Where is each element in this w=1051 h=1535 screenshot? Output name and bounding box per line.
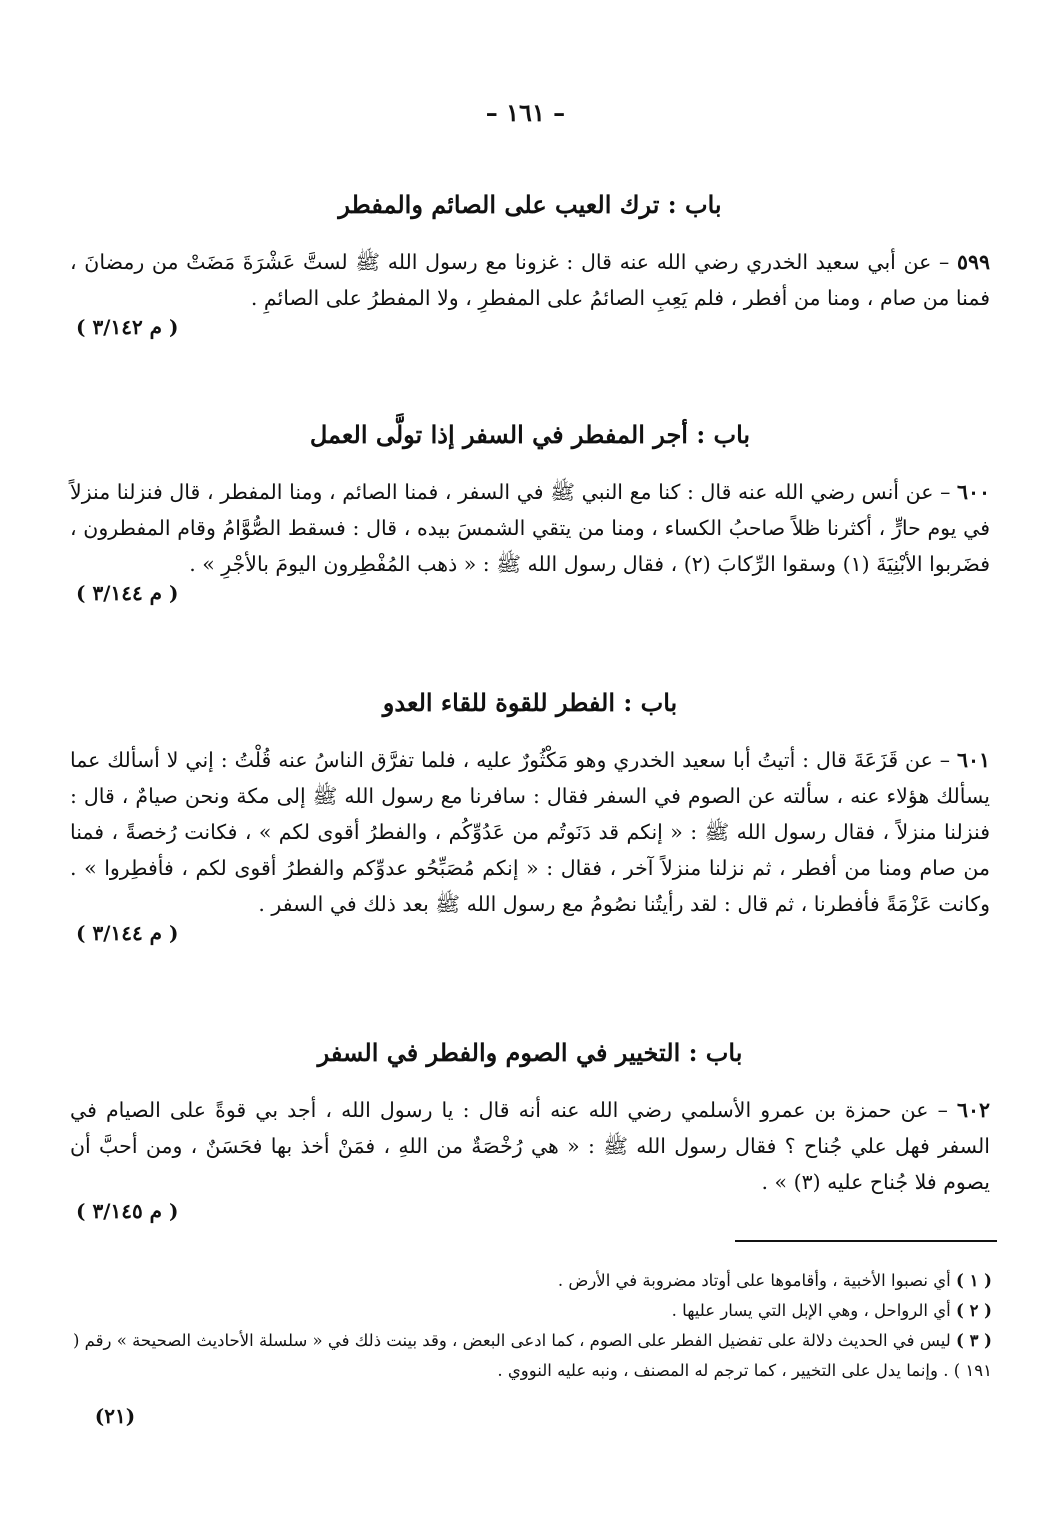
hadith-number: ٦٠١ <box>956 748 990 772</box>
chapter-601 <box>70 686 990 948</box>
source-reference: ( م ٣/١٤٢ ) <box>76 315 179 339</box>
chapter-heading: باب : التخيير في الصوم والفطر في السفر <box>317 1038 743 1067</box>
footnote-divider <box>735 1240 997 1242</box>
hadith-number: ٦٠٠ <box>956 480 990 504</box>
hadith-number: ٥٩٩ <box>956 250 990 274</box>
chapter-602 <box>70 1036 990 1226</box>
hadith-number: ٦٠٢ <box>956 1098 990 1122</box>
footnote <box>70 1266 992 1296</box>
source-reference: ( م ٣/١٤٤ ) <box>76 921 179 945</box>
hadith-text <box>70 244 990 316</box>
chapter-599 <box>70 188 990 342</box>
footnote-marker: ( ٣ ) <box>956 1331 992 1350</box>
hadith-body: – عن أبي سعيد الخدري رضي الله عنه قال : غزونا مع رسول الله ﷺ لستَّ عَشْرَةَ مَضَتْ من رمضانَ ، فمنا من صام ، ومنا من أفطر ، فلم يَعِبِ الصائمُ على المفطرِ ، ولا المفطرُ على الصائمِ . <box>70 250 990 310</box>
footnote <box>70 1296 992 1326</box>
hadith-body: – عن أنس رضي الله عنه قال : كنا مع النبي ﷺ في السفر ، فمنا الصائم ، ومنا المفطر ، قال فنزلنا منزلاً في يوم حارٍّ ، أكثرنا ظلاً صاحبُ الكساء ، ومنا من يتقي الشمسَ بيده ، قال : فسقط الصُّوَّامُ وقام المفطرون ، فضَربوا الأبْنِيَةَ (١) وسقوا الرِّكابَ (٢) ، فقال رسول الله ﷺ : « ذهب المُفْطِرون اليومَ بالأجْرِ » . <box>70 480 990 576</box>
footnote <box>70 1326 992 1386</box>
source-reference: ( م ٣/١٤٤ ) <box>76 581 179 605</box>
chapter-heading: باب : ترك العيب على الصائم والمفطر <box>338 190 722 219</box>
chapter-600 <box>70 418 990 608</box>
hadith-body: – عن حمزة بن عمرو الأسلمي رضي الله عنه أنه قال : يا رسول الله ، أجد بي قوةً على الصيام في السفر فهل علي جُناح ؟ فقال رسول الله ﷺ : « هي رُخْصَةٌ من اللهِ ، فمَنْ أخذ بها فحَسَنٌ ، ومن أحبَّ أن يصوم فلا جُناح عليه (٣) » . <box>70 1098 990 1194</box>
footnote-text: أي الرواحل ، وهي الإبل التي يسار عليها . <box>671 1301 951 1320</box>
source-reference: ( م ٣/١٤٥ ) <box>76 1199 179 1223</box>
hadith-text <box>70 1092 990 1200</box>
footnote-marker: ( ٢ ) <box>956 1301 992 1320</box>
page-number: – ١٦١ – <box>485 98 566 127</box>
chapter-heading: باب : أجر المفطر في السفر إذا تولَّى العمل <box>309 420 751 449</box>
signature-mark: (٢١) <box>94 1404 136 1428</box>
footnote-text: ليس في الحديث دلالة على تفضيل الفطر على الصوم ، كما ادعى البعض ، وقد بينت ذلك في « سلسلة الأحاديث الصحيحة » رقم ( ١٩١ ) . وإنما يدل على التخيير ، كما ترجم له المصنف ، ونبه عليه النووي . <box>72 1331 992 1380</box>
footnote-text: أي نصبوا الأخبية ، وأقاموها على أوتاد مضروبة في الأرض . <box>557 1271 951 1290</box>
footnotes <box>70 1266 992 1386</box>
chapter-heading: باب : الفطر للقوة للقاء العدو <box>382 688 678 717</box>
hadith-text <box>70 742 990 922</box>
footnote-marker: ( ١ ) <box>956 1271 992 1290</box>
hadith-text <box>70 474 990 582</box>
hadith-body: – عن قَزَعَةَ قال : أتيتُ أبا سعيد الخدري وهو مَكْثُورٌ عليه ، فلما تفرَّق الناسُ عنه قُلْتُ : إني لا أسألك عما يسألك هؤلاء عنه ، سألته عن الصوم في السفر فقال : سافرنا مع رسول الله ﷺ إلى مكة ونحن صيامٌ ، قال : فنزلنا منزلاً ، فقال رسول الله ﷺ : « إنكم قد دَنَوتُم من عَدُوِّكُم ، والفطرُ أقوى لكم » ، فكانت رُخصةً ، فمنا من صام ومنا من أفطر ، ثم نزلنا منزلاً آخر ، فقال : « إنكم مُصَبِّحُو عدوِّكم والفطرُ أقوى لكم ، فأفطِروا » . وكانت عَزْمَةً فأفطرنا ، ثم قال : لقد رأيتُنا نصُومُ مع رسول الله ﷺ بعد ذلك في السفر . <box>70 748 990 916</box>
